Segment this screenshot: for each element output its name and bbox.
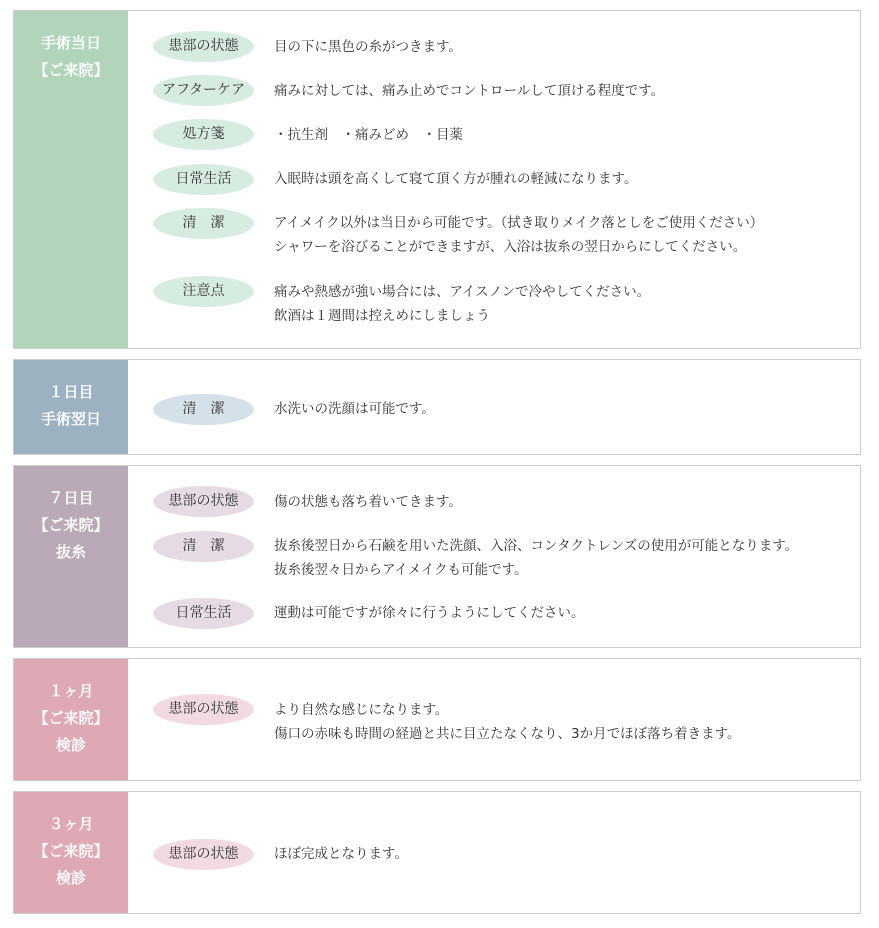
care-description [274,490,462,514]
care-description [274,280,650,328]
header-line: 手術翌日 [40,410,101,428]
care-description [274,79,664,103]
description-line: 痛みや熱感が強い場合には、アイスノンで冷やしてください。 [274,284,651,300]
header-line: 検診 [55,869,86,887]
description-line: 痛みに対しては、痛み止めでコントロールして頂ける程度です。 [274,83,665,99]
header-line: １ヶ月 [48,682,94,700]
category-pill: 患部の状態 [153,694,254,725]
category-pill: 清 潔 [153,394,254,425]
care-description [274,601,585,625]
header-line: 手術当日 [40,34,101,52]
section-header [14,792,128,913]
description-line: シャワーを浴びることができますが、入浴は抜糸の翌日からにしてください。 [274,239,747,255]
section-header [14,659,128,780]
care-description [274,35,462,59]
category-pill: 患部の状態 [153,31,254,62]
care-description [274,698,741,746]
description-line: ・抗生剤 ・痛みどめ ・目薬 [274,127,463,143]
description-line: 飲酒は１週間は控えめにしましょう [274,308,490,324]
description-line: ほぼ完成となります。 [274,846,408,862]
header-line: ３ヶ月 [48,815,94,833]
description-line: 傷の状態も落ち着いてきます。 [274,494,462,510]
header-line: ７日目 [48,489,94,507]
timeline-section-day-1 [13,359,861,455]
care-description [274,211,763,259]
care-description [274,534,798,582]
category-pill: 注意点 [153,276,254,307]
description-line: より自然な感じになります。 [274,702,449,718]
description-line: 水洗いの洗顔は可能です。 [274,401,435,417]
header-line: 【ご来院】 [33,709,109,727]
category-pill: 清 潔 [153,531,254,562]
header-line: 【ご来院】 [33,842,109,860]
description-line: 目の下に黒色の糸がつきます。 [274,39,462,55]
category-pill: 患部の状態 [153,486,254,517]
header-line: 検診 [55,736,86,754]
section-header [14,466,128,647]
category-pill: 患部の状態 [153,839,254,870]
category-pill: 処方箋 [153,119,254,150]
timeline-section-1-month [13,658,861,781]
care-description [274,123,463,147]
care-description [274,842,408,866]
description-line: 入眠時は頭を高くして寝て頂く方が腫れの軽減になります。 [274,171,638,187]
description-line: 傷口の赤味も時間の経過と共に目立たなくなり、3か月でほぼ落ち着きます。 [274,726,741,742]
description-line: アイメイク以外は当日から可能です。（拭き取りメイク落としをご使用ください） [274,215,764,231]
timeline-section-3-months [13,791,861,914]
header-line: 【ご来院】 [33,516,109,534]
category-pill: 日常生活 [153,598,254,629]
category-pill: 日常生活 [153,164,254,195]
category-pill: アフターケア [153,75,254,106]
timeline-section-day-7 [13,465,861,648]
description-line: 抜糸後翌々日からアイメイクも可能です。 [274,562,528,578]
category-pill: 清 潔 [153,208,254,239]
care-description [274,397,435,421]
header-line: 【ご来院】 [33,61,109,79]
section-header [14,11,128,348]
header-line: 抜糸 [55,543,86,561]
description-line: 運動は可能ですが徐々に行うようにしてください。 [274,605,585,621]
section-header [14,360,128,454]
header-line: １日目 [48,383,94,401]
description-line: 抜糸後翌日から石鹸を用いた洗顔、入浴、コンタクトレンズの使用が可能となります。 [274,538,799,554]
care-description [274,167,637,191]
timeline-section-day-of-surgery [13,10,861,349]
